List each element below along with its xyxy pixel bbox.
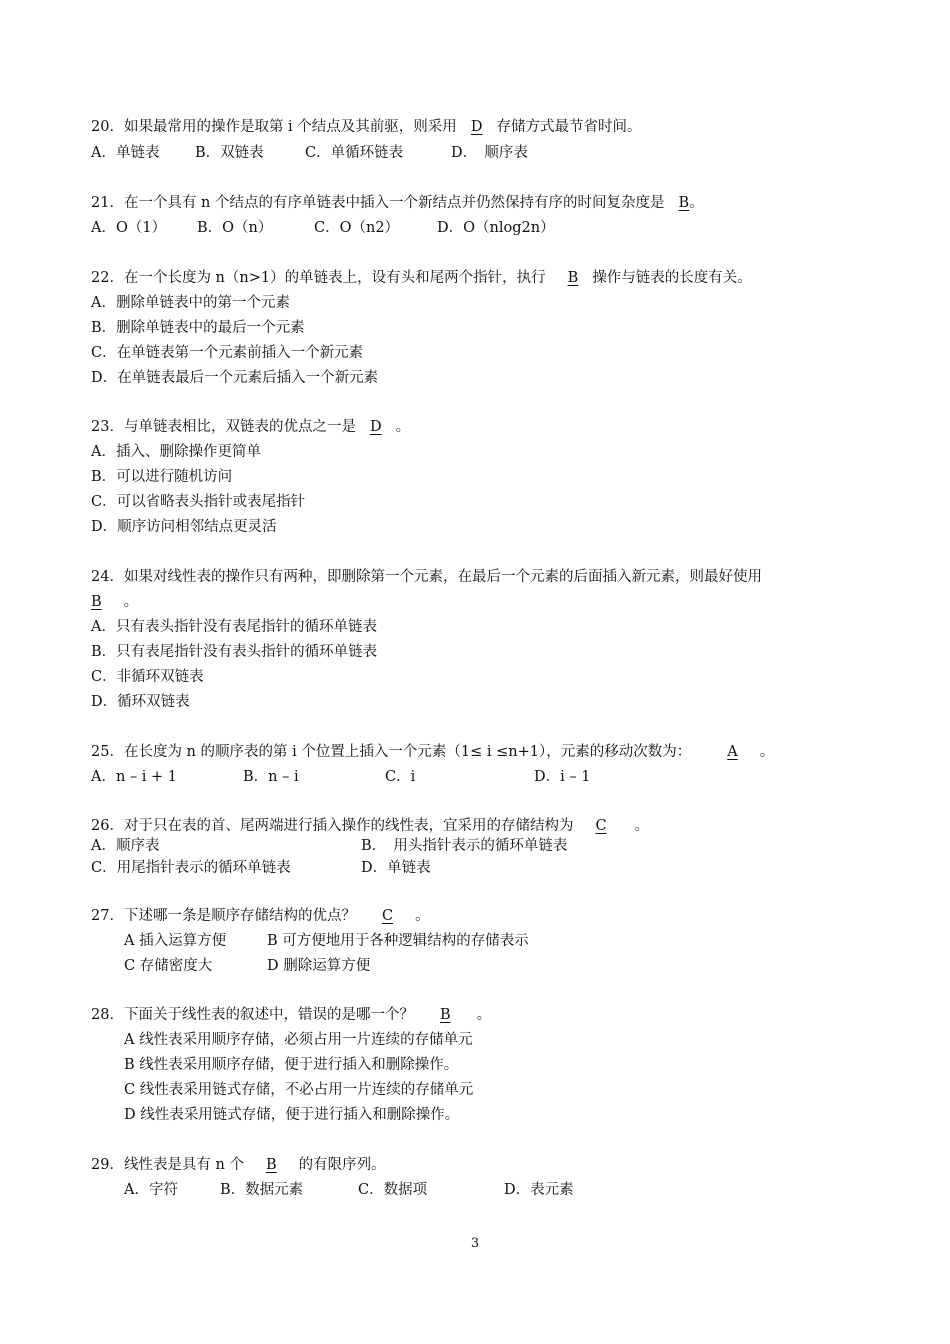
question-20-stem-pre: 20．如果最常用的操作是取第 i 个结点及其前驱，则采用 <box>91 119 457 135</box>
option: B．n – i <box>243 769 299 785</box>
option: B．只有表尾指针没有表头指针的循环单链表 <box>91 644 378 660</box>
option: D．单链表 <box>361 860 431 876</box>
option: A．只有表头指针没有表尾指针的循环单链表 <box>91 619 377 635</box>
option: A 线性表采用顺序存储，必须占用一片连续的存储单元 <box>124 1032 473 1048</box>
option: D． 顺序表 <box>451 145 528 161</box>
question-25-stem <box>91 742 774 762</box>
option: C 存储密度大 <box>124 958 213 974</box>
question-22-answer: B <box>567 270 579 286</box>
option: B 可方便地用于各种逻辑结构的存储表示 <box>267 933 529 949</box>
question-24-stem-post: 。 <box>123 594 139 610</box>
option: B． 用头指针表示的循环单链表 <box>361 838 568 854</box>
question-26-stem <box>91 816 649 836</box>
question-22-stem-pre: 22．在一个长度为 n（n>1）的单链表上，设有头和尾两个指针，执行 <box>91 270 546 286</box>
question-28-stem <box>91 1005 491 1025</box>
option: D．表元素 <box>504 1182 574 1198</box>
option: C．用尾指针表示的循环单链表 <box>91 860 291 876</box>
question-27-answer: C <box>381 908 394 924</box>
question-25-answer: A <box>727 744 738 760</box>
option: A．删除单链表中的第一个元素 <box>91 295 290 311</box>
option: A．顺序表 <box>91 838 160 854</box>
option: D．O（nlog2n） <box>437 220 555 236</box>
option: C．i <box>385 769 416 785</box>
option: A．插入、删除操作更简单 <box>91 444 261 460</box>
question-29-stem-post: 的有限序列。 <box>298 1157 386 1173</box>
option: B．O（n） <box>197 220 273 236</box>
option: C．在单链表第一个元素前插入一个新元素 <box>91 345 364 361</box>
question-28-stem-pre: 28．下面关于线性表的叙述中，错误的是哪一个？ <box>91 1007 414 1023</box>
option: C 线性表采用链式存储，不必占用一片连续的存储单元 <box>124 1082 474 1098</box>
option: B．删除单链表中的最后一个元素 <box>91 320 305 336</box>
question-24-stem: 24．如果对线性表的操作只有两种，即删除第一个元素，在最后一个元素的后面插入新元素，则最好使用 <box>91 569 762 585</box>
option: A．字符 <box>124 1182 178 1198</box>
option: D．顺序访问相邻结点更灵活 <box>91 519 277 535</box>
question-25-stem-pre: 25．在长度为 n 的顺序表的第 i 个位置上插入一个元素（1≤ i ≤n+1），元素的移动次数为： <box>91 744 692 760</box>
question-26-stem-post: 。 <box>634 818 650 834</box>
question-24-stem-cont <box>91 592 138 612</box>
question-27-stem-pre: 27．下述哪一条是顺序存储结构的优点？ <box>91 908 356 924</box>
option: C．单循环链表 <box>305 145 404 161</box>
question-26-stem-pre: 26．对于只在表的首、尾两端进行插入操作的线性表，宜采用的存储结构为 <box>91 818 574 834</box>
question-29-stem-pre: 29．线性表是具有 n 个 <box>91 1157 245 1173</box>
option: A．n – i + 1 <box>91 769 178 785</box>
question-20-answer: D <box>470 119 483 135</box>
option: D．循环双链表 <box>91 694 190 710</box>
option: C．可以省略表头指针或表尾指针 <box>91 494 306 510</box>
question-21-answer: B <box>678 195 690 211</box>
option: A．单链表 <box>91 145 160 161</box>
question-22-stem-post: 操作与链表的长度有关。 <box>592 270 752 286</box>
question-26-answer: C <box>595 818 607 834</box>
option: A．O（1） <box>91 220 167 236</box>
question-23-stem-pre: 23．与单链表相比，双链表的优点之一是 <box>91 419 356 435</box>
option: B 线性表采用顺序存储，便于进行插入和删除操作。 <box>124 1057 459 1073</box>
option: D 线性表采用链式存储，便于进行插入和删除操作。 <box>124 1107 460 1123</box>
question-23-stem-post: 。 <box>395 419 411 435</box>
question-21-stem <box>91 193 704 213</box>
option: B．数据元素 <box>220 1182 304 1198</box>
question-23-stem <box>91 417 410 437</box>
question-23-answer: D <box>369 419 382 435</box>
question-24-answer: B <box>91 594 102 610</box>
question-22-stem <box>91 268 752 288</box>
option: A 插入运算方便 <box>124 933 227 949</box>
question-20-stem-post: 存储方式最节省时间。 <box>496 119 642 135</box>
question-27-stem-post: 。 <box>415 908 430 924</box>
question-21-stem-pre: 21．在一个具有 n 个结点的有序单链表中插入一个新结点并仍然保持有序的时间复杂度是 <box>91 195 665 211</box>
page-number: 3 <box>470 1236 480 1251</box>
option: D 删除运算方便 <box>267 958 371 974</box>
question-28-stem-post: 。 <box>476 1007 492 1023</box>
question-29-answer: B <box>266 1157 277 1173</box>
question-28-answer: B <box>439 1007 451 1023</box>
option: C．数据项 <box>358 1182 428 1198</box>
question-21-stem-post: 。 <box>689 195 704 211</box>
option: C．O（n2） <box>314 220 400 236</box>
question-20-stem <box>91 117 641 137</box>
option: D．i – 1 <box>534 769 591 785</box>
question-27-stem <box>91 906 430 926</box>
question-25-stem-post: 。 <box>759 744 775 760</box>
option: B．可以进行随机访问 <box>91 469 233 485</box>
option: D．在单链表最后一个元素后插入一个新元素 <box>91 370 379 386</box>
option: C．非循环双链表 <box>91 669 204 685</box>
option: B．双链表 <box>195 145 264 161</box>
question-29-stem <box>91 1155 386 1175</box>
